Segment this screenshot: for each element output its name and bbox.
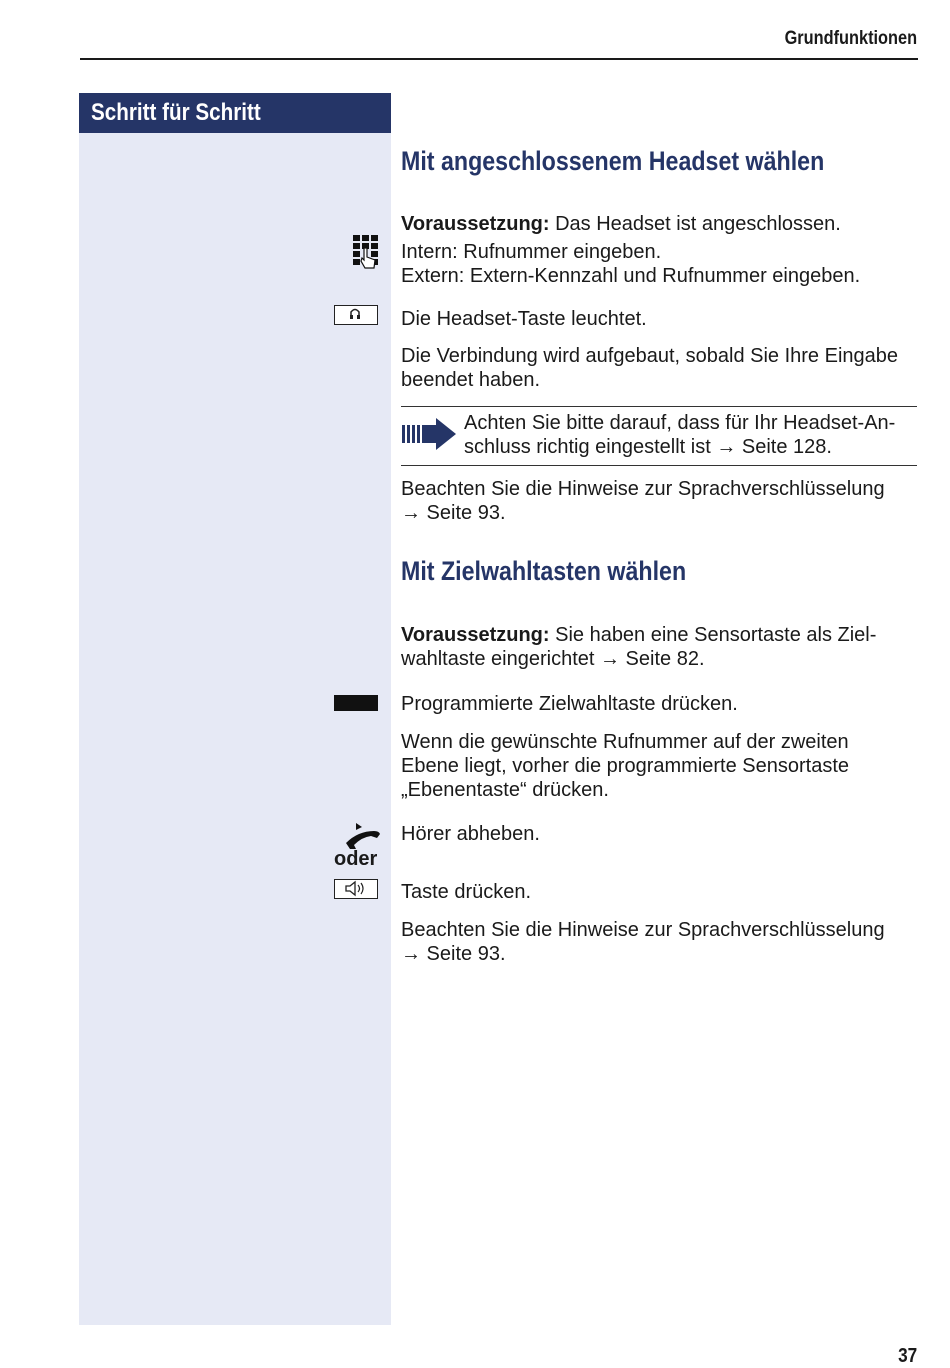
note-rule-bottom: [401, 465, 917, 466]
speaker-key-icon: [334, 879, 378, 899]
section-heading-speed-dial: Mit Zielwahltasten wählen: [401, 556, 687, 586]
intern-instruction: Intern: Rufnummer eingeben.: [401, 241, 662, 263]
encryption-hint-link-2[interactable]: → Seite 93.: [401, 943, 506, 965]
keypad-icon: [352, 234, 380, 270]
prerequisite-headset: Voraussetzung: Das Headset ist angeschlossen.: [401, 213, 841, 235]
level-text-2: Ebene liegt, vorher die programmierte Sensortaste: [401, 755, 850, 777]
headset-key-lights: Die Headset-Taste leuchtet.: [401, 308, 647, 330]
note-arrow-icon: [402, 418, 458, 452]
press-key: Taste drücken.: [401, 881, 532, 903]
page-number: 37: [897, 1345, 917, 1367]
sidebar-title: Schritt für Schritt: [79, 93, 391, 133]
note-text-1: Achten Sie bitte darauf, dass für Ihr Headset-An-: [464, 412, 896, 434]
prerequisite-speed-dial-1: Voraussetzung: Sie haben eine Sensortaste als Ziel-: [401, 624, 877, 646]
or-label: oder: [334, 848, 378, 870]
lift-handset: Hörer abheben.: [401, 823, 540, 845]
handset-lift-icon: [344, 823, 382, 849]
running-header: Grundfunktionen: [784, 28, 917, 49]
connection-text-1: Die Verbindung wird aufgebaut, sobald Sie Ihre Eingabe: [401, 345, 899, 367]
encryption-hint-1: Beachten Sie die Hinweise zur Sprachverschlüsselung: [401, 478, 885, 500]
level-text-3: „Ebenentaste“ drücken.: [401, 779, 609, 801]
extern-instruction: Extern: Extern-Kennzahl und Rufnummer eingeben.: [401, 265, 861, 287]
press-speed-dial-key: Programmierte Zielwahltaste drücken.: [401, 693, 738, 715]
level-text-1: Wenn die gewünschte Rufnummer auf der zweiten: [401, 731, 849, 753]
connection-text-2: beendet haben.: [401, 369, 541, 391]
section-heading-headset: Mit angeschlossenem Headset wählen: [401, 146, 825, 176]
note-rule-top: [401, 406, 917, 407]
headset-key-icon: [334, 305, 378, 325]
note-text-2: schluss richtig eingestellt ist → Seite 128.: [464, 436, 832, 458]
prerequisite-speed-dial-2: wahltaste eingerichtet → Seite 82.: [401, 648, 705, 670]
encryption-hint-link-1[interactable]: → Seite 93.: [401, 502, 506, 524]
header-rule: [80, 58, 918, 60]
speed-dial-key-icon: [334, 695, 378, 711]
encryption-hint-2: Beachten Sie die Hinweise zur Sprachverschlüsselung: [401, 919, 885, 941]
